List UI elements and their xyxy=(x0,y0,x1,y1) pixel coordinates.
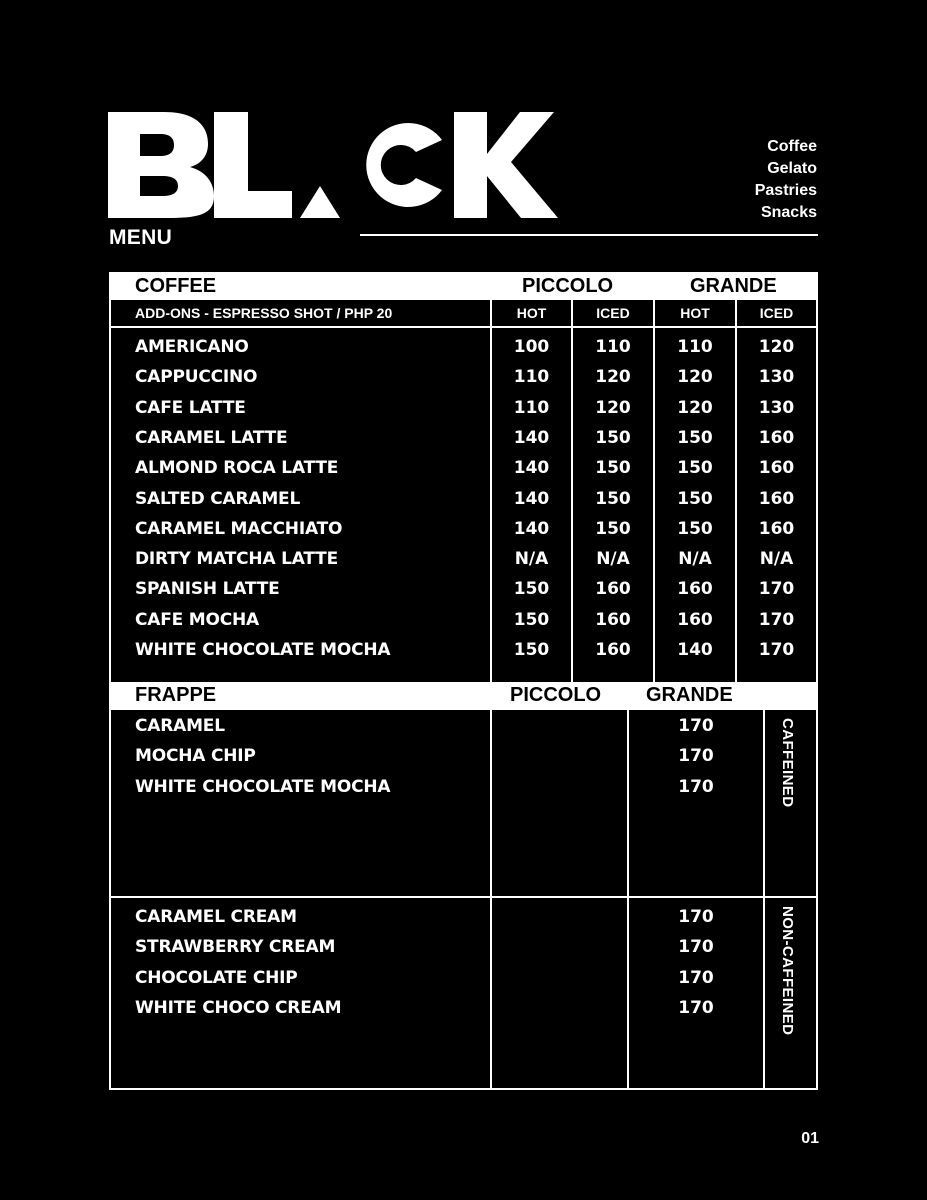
frappe-price-grande: 170 xyxy=(678,997,714,1018)
addons-note: ADD-ONS - ESPRESSO SHOT / PHP 20 xyxy=(135,305,393,321)
frappe-border-right xyxy=(816,682,818,1090)
frappe-item-name: WHITE CHOCOLATE MOCHA xyxy=(135,776,391,797)
price-piccolo-iced: 160 xyxy=(595,640,631,660)
frappe-group-divider xyxy=(109,896,818,898)
price-grande-hot: 120 xyxy=(677,367,713,388)
frappe-col-divider xyxy=(763,710,765,1090)
price-piccolo-iced: 120 xyxy=(595,397,631,418)
frappe-size-grande: GRANDE xyxy=(646,684,733,706)
price-piccolo-iced: 120 xyxy=(595,367,631,388)
price-grande-hot: 150 xyxy=(677,518,713,539)
frappe-border-left xyxy=(109,682,111,1090)
coffee-size-piccolo: PICCOLO xyxy=(522,275,614,297)
frappe-item-name: STRAWBERRY CREAM xyxy=(135,937,336,958)
price-grande-iced: 160 xyxy=(758,427,795,448)
price-piccolo-hot: 140 xyxy=(513,458,550,479)
price-piccolo-hot: 100 xyxy=(513,337,550,357)
caffeinated-label: CAFFEINED xyxy=(779,718,796,808)
price-grande-hot: 160 xyxy=(677,579,713,600)
coffee-item-name: CAFE LATTE xyxy=(135,397,246,418)
col-piccolo-iced: ICED xyxy=(596,305,630,321)
coffee-item-name: CAFE MOCHA xyxy=(135,609,260,630)
price-grande-hot: 140 xyxy=(677,640,713,660)
price-grande-iced: 170 xyxy=(758,579,795,600)
frappe-col-divider xyxy=(490,710,492,1090)
price-grande-iced: N/A xyxy=(759,549,794,570)
frappe-price-grande: 170 xyxy=(678,907,714,927)
offering-pastries: Pastries xyxy=(754,182,817,199)
price-grande-iced: 160 xyxy=(758,458,795,479)
frappe-item-name: CHOCOLATE CHIP xyxy=(135,967,298,988)
price-piccolo-iced: 160 xyxy=(595,579,631,600)
non-caffeinated-label: NON-CAFFEINED xyxy=(779,906,796,1036)
price-grande-hot: N/A xyxy=(678,549,712,570)
frappe-border-bottom xyxy=(109,1088,818,1090)
price-piccolo-hot: N/A xyxy=(514,549,549,570)
col-grande-hot: HOT xyxy=(680,305,710,321)
coffee-border-right xyxy=(816,272,818,682)
price-piccolo-hot: 150 xyxy=(513,579,550,600)
coffee-size-grande: GRANDE xyxy=(690,275,777,297)
price-grande-iced: 170 xyxy=(758,640,795,660)
price-piccolo-hot: 140 xyxy=(513,518,550,539)
price-piccolo-iced: 160 xyxy=(595,609,631,630)
price-grande-iced: 130 xyxy=(758,397,795,418)
price-piccolo-hot: 140 xyxy=(513,427,550,448)
price-grande-iced: 130 xyxy=(758,367,795,388)
col-piccolo-hot: HOT xyxy=(516,305,547,321)
page-number: 01 xyxy=(801,1130,819,1147)
price-grande-hot: 160 xyxy=(677,609,713,630)
frappe-price-grande: 170 xyxy=(678,776,714,797)
frappe-title: FRAPPE xyxy=(135,684,217,706)
frappe-item-name: MOCHA CHIP xyxy=(135,746,256,767)
frappe-size-piccolo: PICCOLO xyxy=(510,684,602,706)
coffee-item-name: CAPPUCCINO xyxy=(135,367,258,388)
frappe-item-name: CARAMEL CREAM xyxy=(135,907,297,927)
coffee-subheader-divider xyxy=(109,326,818,328)
price-grande-iced: 170 xyxy=(758,609,795,630)
offering-coffee: Coffee xyxy=(767,138,817,155)
frappe-item-name: CARAMEL xyxy=(135,716,225,736)
menu-label: MENU xyxy=(109,226,173,249)
frappe-price-grande: 170 xyxy=(678,746,714,767)
frappe-col-divider xyxy=(627,710,629,1090)
price-grande-hot: 150 xyxy=(677,427,713,448)
price-grande-iced: 160 xyxy=(758,488,795,509)
header-divider xyxy=(360,234,818,236)
coffee-item-name: ALMOND ROCA LATTE xyxy=(135,458,339,479)
price-piccolo-hot: 150 xyxy=(513,609,550,630)
offering-gelato: Gelato xyxy=(767,160,817,177)
coffee-item-name: CARAMEL LATTE xyxy=(135,427,288,448)
price-piccolo-hot: 110 xyxy=(513,397,550,418)
offering-snacks: Snacks xyxy=(760,204,817,221)
price-piccolo-iced: 110 xyxy=(595,337,631,357)
frappe-price-grande: 170 xyxy=(678,967,714,988)
coffee-item-name: CARAMEL MACCHIATO xyxy=(135,518,343,539)
price-piccolo-iced: 150 xyxy=(595,488,631,509)
black-logo xyxy=(108,96,558,224)
price-grande-hot: 150 xyxy=(677,488,713,509)
price-piccolo-iced: 150 xyxy=(595,427,631,448)
price-grande-iced: 120 xyxy=(758,337,795,357)
frappe-item-name: WHITE CHOCO CREAM xyxy=(135,997,342,1018)
price-piccolo-iced: N/A xyxy=(596,549,630,570)
frappe-price-grande: 170 xyxy=(678,716,714,736)
coffee-item-name: SPANISH LATTE xyxy=(135,579,280,600)
price-grande-hot: 110 xyxy=(677,337,713,357)
price-grande-hot: 120 xyxy=(677,397,713,418)
price-grande-iced: 160 xyxy=(758,518,795,539)
price-piccolo-iced: 150 xyxy=(595,458,631,479)
price-piccolo-hot: 110 xyxy=(513,367,550,388)
price-grande-hot: 150 xyxy=(677,458,713,479)
frappe-price-grande: 170 xyxy=(678,937,714,958)
coffee-item-name: AMERICANO xyxy=(135,337,249,357)
price-piccolo-hot: 150 xyxy=(513,640,550,660)
coffee-item-name: SALTED CARAMEL xyxy=(135,488,301,509)
coffee-item-name: DIRTY MATCHA LATTE xyxy=(135,549,338,570)
coffee-border-left xyxy=(109,272,111,682)
coffee-title: COFFEE xyxy=(135,275,217,297)
col-grande-iced: ICED xyxy=(759,305,794,321)
offerings-list xyxy=(755,136,817,224)
price-piccolo-hot: 140 xyxy=(513,488,550,509)
price-piccolo-iced: 150 xyxy=(595,518,631,539)
coffee-item-name: WHITE CHOCOLATE MOCHA xyxy=(135,640,391,660)
